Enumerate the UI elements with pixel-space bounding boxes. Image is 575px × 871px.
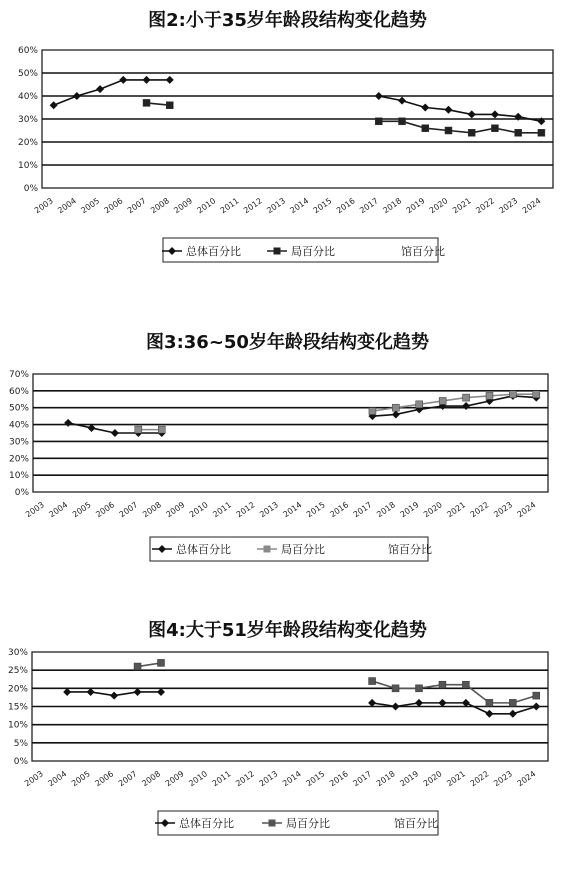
data-point <box>143 76 151 84</box>
data-point <box>491 125 498 132</box>
x-tick-label: 2008 <box>141 500 163 520</box>
data-point <box>486 392 493 399</box>
data-point <box>96 85 104 93</box>
data-point <box>533 692 540 699</box>
legend-label: 局百分比 <box>291 245 335 258</box>
data-point <box>158 426 165 433</box>
x-tick-label: 2006 <box>94 500 117 520</box>
legend-label: 局百分比 <box>286 817 330 830</box>
data-point <box>462 681 469 688</box>
x-tick-label: 2024 <box>515 500 538 520</box>
chart-36-50 <box>0 320 575 585</box>
x-tick-label: 2006 <box>102 196 125 216</box>
data-point <box>444 106 452 114</box>
chart-title: 图2:小于35岁年龄段结构变化趋势 <box>148 10 427 31</box>
x-tick-label: 2020 <box>421 769 444 789</box>
data-point <box>398 97 406 105</box>
x-tick-label: 2011 <box>211 500 234 520</box>
data-point <box>63 688 71 696</box>
plot-area <box>33 374 548 492</box>
y-tick-label: 20% <box>7 684 28 695</box>
y-tick-label: 10% <box>17 161 38 171</box>
y-tick-label: 15% <box>7 702 28 713</box>
data-point <box>485 710 493 718</box>
data-point <box>368 699 376 707</box>
x-tick-label: 2007 <box>125 196 148 216</box>
x-tick-label: 2006 <box>93 769 116 789</box>
legend-marker <box>274 248 281 255</box>
data-point <box>415 699 423 707</box>
x-tick-label: 2004 <box>46 769 69 789</box>
data-point <box>422 125 429 132</box>
data-point <box>392 404 399 411</box>
y-tick-label: 70% <box>8 370 29 380</box>
data-point <box>134 688 142 696</box>
data-point <box>111 429 119 437</box>
x-tick-label: 2013 <box>258 500 280 520</box>
x-tick-label: 2020 <box>421 500 444 520</box>
legend-label: 总体百分比 <box>179 817 234 830</box>
chart-under-35 <box>0 0 575 290</box>
data-point <box>439 397 446 404</box>
data-point <box>491 110 499 118</box>
data-point <box>468 110 476 118</box>
x-tick-label: 2011 <box>210 769 233 789</box>
data-point <box>509 710 517 718</box>
x-tick-label: 2009 <box>164 500 187 520</box>
y-tick-label: 30% <box>7 648 28 658</box>
data-point <box>533 391 540 398</box>
x-tick-label: 2009 <box>172 196 195 216</box>
data-point <box>166 102 173 109</box>
legend-label: 总体百分比 <box>186 245 241 258</box>
y-tick-label: 10% <box>8 471 29 482</box>
x-tick-label: 2015 <box>304 769 327 789</box>
x-tick-label: 2018 <box>375 500 397 520</box>
y-tick-label: 30% <box>8 437 29 448</box>
data-point <box>375 92 383 100</box>
y-tick-label: 5% <box>13 738 28 749</box>
data-point <box>392 703 400 711</box>
x-tick-label: 2014 <box>281 769 303 789</box>
x-tick-label: 2021 <box>445 769 468 789</box>
data-point <box>416 685 423 692</box>
data-point <box>375 118 382 125</box>
x-tick-label: 2023 <box>492 769 514 789</box>
x-tick-label: 2024 <box>515 769 538 789</box>
y-tick-label: 60% <box>17 46 38 56</box>
x-tick-label: 2018 <box>381 196 404 216</box>
data-point <box>158 659 165 666</box>
legend-label: 馆百分比 <box>388 543 432 556</box>
y-tick-label: 40% <box>17 92 38 102</box>
legend-label: 总体百分比 <box>176 543 231 556</box>
legend-marker <box>269 820 276 827</box>
legend-label: 馆百分比 <box>401 245 445 258</box>
data-point <box>369 408 376 415</box>
x-tick-label: 2014 <box>288 196 311 216</box>
data-point <box>445 127 452 134</box>
x-tick-label: 2003 <box>23 769 45 789</box>
y-tick-label: 50% <box>17 69 38 79</box>
data-point <box>509 699 516 706</box>
legend-label: 局百分比 <box>281 543 325 556</box>
x-tick-label: 2005 <box>79 196 102 216</box>
x-tick-label: 2003 <box>24 500 46 520</box>
x-tick-label: 2013 <box>257 769 280 789</box>
x-tick-label: 2012 <box>234 769 256 789</box>
chart-title: 图4:大于51岁年龄段结构变化趋势 <box>148 620 427 641</box>
x-tick-label: 2020 <box>427 196 450 216</box>
data-point <box>64 419 72 427</box>
data-point <box>486 699 493 706</box>
y-tick-label: 20% <box>17 138 38 148</box>
data-point <box>438 699 446 707</box>
data-point <box>166 76 174 84</box>
x-tick-label: 2022 <box>468 500 491 520</box>
x-tick-label: 2004 <box>56 196 78 216</box>
data-point <box>110 692 118 700</box>
data-point <box>538 129 545 136</box>
data-point <box>392 410 400 418</box>
x-tick-label: 2017 <box>351 769 374 789</box>
x-tick-label: 2008 <box>149 196 171 216</box>
y-tick-label: 60% <box>8 386 29 397</box>
x-tick-label: 2012 <box>241 196 264 216</box>
x-tick-label: 2016 <box>327 769 350 789</box>
x-tick-label: 2015 <box>304 500 327 520</box>
x-tick-label: 2019 <box>404 196 427 216</box>
x-tick-label: 2021 <box>445 500 468 520</box>
x-tick-label: 2015 <box>311 196 334 216</box>
data-point <box>50 101 58 109</box>
legend-marker <box>264 546 271 553</box>
data-point <box>463 394 470 401</box>
series-line <box>54 80 170 105</box>
x-tick-label: 2010 <box>195 196 218 216</box>
x-tick-label: 2022 <box>468 769 491 789</box>
x-tick-label: 2011 <box>218 196 241 216</box>
chart-title: 图3:36~50岁年龄段结构变化趋势 <box>146 332 429 353</box>
data-point <box>119 76 127 84</box>
data-point <box>369 678 376 685</box>
y-tick-label: 0% <box>13 757 28 767</box>
x-tick-label: 2005 <box>70 500 93 520</box>
x-tick-label: 2010 <box>187 769 210 789</box>
x-tick-label: 2004 <box>47 500 70 520</box>
x-tick-label: 2016 <box>328 500 351 520</box>
x-tick-label: 2013 <box>265 196 288 216</box>
x-tick-label: 2019 <box>398 769 421 789</box>
x-tick-label: 2017 <box>351 500 374 520</box>
y-tick-label: 20% <box>8 454 29 465</box>
data-point <box>157 688 165 696</box>
x-tick-label: 2008 <box>140 769 163 789</box>
y-tick-label: 40% <box>8 420 29 431</box>
x-tick-label: 2023 <box>492 500 515 520</box>
y-tick-label: 25% <box>7 666 28 677</box>
data-point <box>73 92 81 100</box>
x-tick-label: 2010 <box>187 500 210 520</box>
data-point <box>462 402 470 410</box>
x-tick-label: 2009 <box>163 769 186 789</box>
data-point <box>416 401 423 408</box>
x-tick-label: 2003 <box>32 196 55 216</box>
x-tick-label: 2012 <box>234 500 257 520</box>
y-tick-label: 10% <box>7 720 28 731</box>
x-tick-label: 2016 <box>334 196 357 216</box>
data-point <box>421 104 429 112</box>
data-point <box>134 663 141 670</box>
x-tick-label: 2005 <box>69 769 92 789</box>
chart-svg <box>0 608 575 871</box>
data-point <box>143 99 150 106</box>
x-tick-label: 2007 <box>116 769 139 789</box>
data-point <box>439 681 446 688</box>
data-point <box>532 703 540 711</box>
x-tick-label: 2017 <box>358 196 380 216</box>
data-point <box>468 129 475 136</box>
x-tick-label: 2019 <box>398 500 421 520</box>
y-tick-label: 0% <box>14 488 29 498</box>
chart-svg <box>0 0 575 290</box>
x-tick-label: 2007 <box>117 500 140 520</box>
data-point <box>509 391 516 398</box>
x-tick-label: 2023 <box>497 196 520 216</box>
data-point <box>399 118 406 125</box>
x-tick-label: 2014 <box>281 500 304 520</box>
chart-over-51 <box>0 608 575 871</box>
x-tick-label: 2018 <box>374 769 397 789</box>
data-point <box>87 688 95 696</box>
y-tick-label: 30% <box>17 115 38 125</box>
y-tick-label: 0% <box>23 184 38 194</box>
data-point <box>515 129 522 136</box>
data-point <box>392 685 399 692</box>
x-tick-label: 2022 <box>474 196 497 216</box>
legend-label: 馆百分比 <box>394 817 438 830</box>
y-tick-label: 50% <box>8 403 29 414</box>
data-point <box>462 699 470 707</box>
data-point <box>135 426 142 433</box>
chart-svg <box>0 320 575 585</box>
x-tick-label: 2024 <box>520 196 543 216</box>
x-tick-label: 2021 <box>451 196 473 216</box>
